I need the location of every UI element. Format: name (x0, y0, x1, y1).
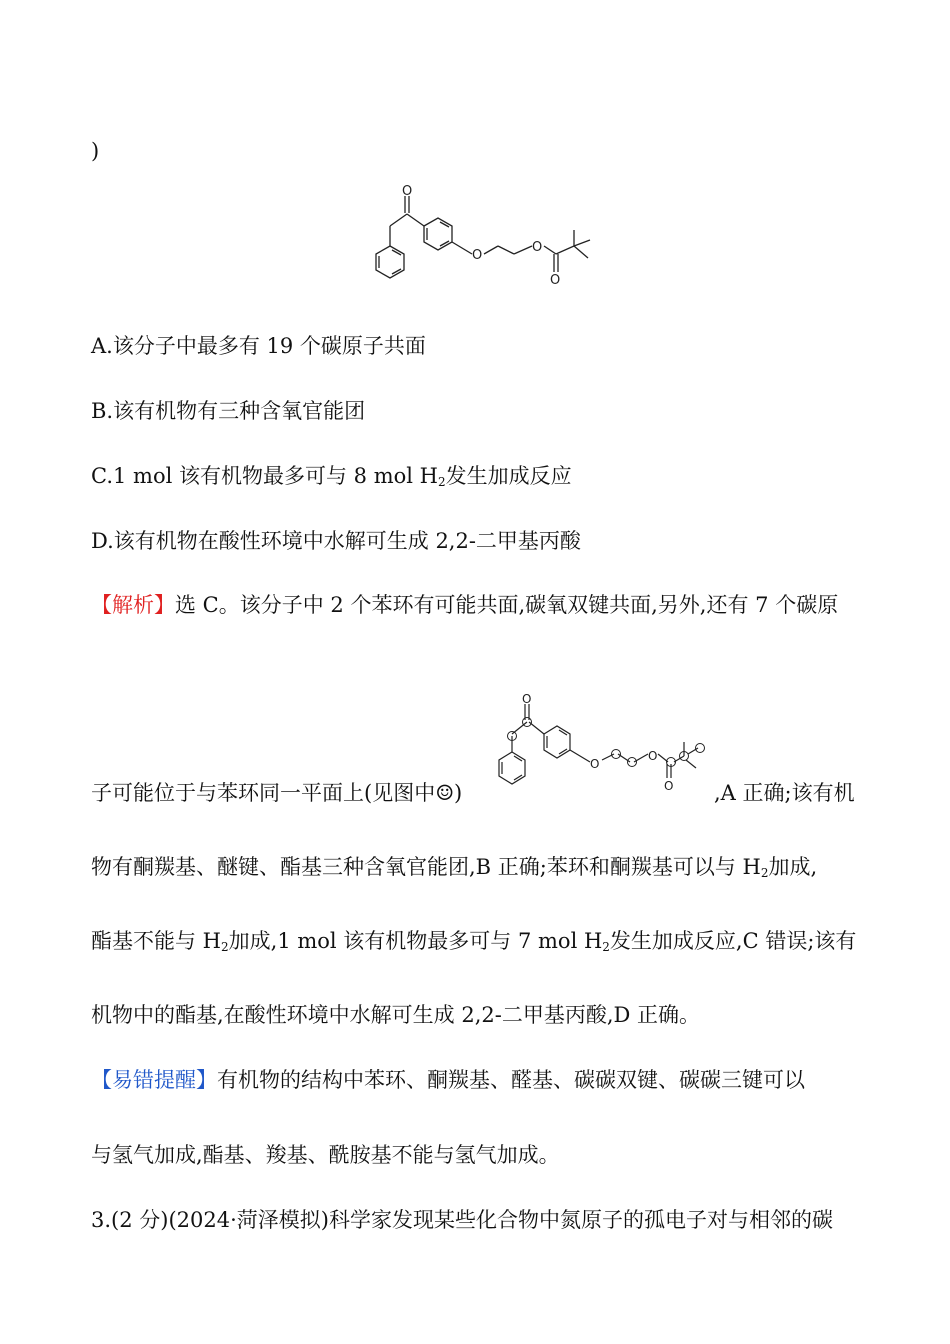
molecule-structure-annotated (488, 692, 713, 800)
question-3: 3.(2 分)(2024·菏泽模拟)科学家发现某些化合物中氮原子的孤电子对与相邻的碳 (91, 1208, 833, 1232)
option-d: D.该有机物在酸性环境中水解可生成 2,2-二甲基丙酸 (91, 529, 581, 553)
svg-text:O: O (664, 779, 674, 793)
analysis-tag: 【解析】 (91, 593, 175, 617)
option-b: B.该有机物有三种含氧官能团 (91, 399, 366, 423)
reminder-line-2: 与氢气加成,酯基、羧基、酰胺基不能与氢气加成。 (91, 1143, 560, 1167)
svg-text:O: O (532, 240, 543, 255)
option-c: C.1 mol 该有机物最多可与 8 mol $H_2$发生加成反应 (91, 464, 572, 489)
atom-label-o: O (402, 184, 413, 199)
reminder-line-1: 【易错提醒】有机物的结构中苯环、酮羰基、醛基、碳碳双键、碳碳三键可以 (91, 1068, 805, 1092)
analysis-line-2-left: 子可能位于与苯环同一平面上(见图中☺) (91, 781, 463, 805)
svg-text:O: O (472, 248, 483, 263)
svg-text:O: O (590, 757, 600, 771)
option-a: A.该分子中最多有 19 个碳原子共面 (91, 334, 426, 358)
analysis-line-2-right: ,A 正确;该有机 (714, 781, 855, 805)
analysis-line-1: 【解析】选 C。该分子中 2 个苯环有可能共面,碳氧双键共面,另外,还有 7 个碳原 (91, 593, 839, 617)
svg-text:O: O (522, 692, 532, 706)
analysis-line-5: 机物中的酯基,在酸性环境中水解可生成 2,2-二甲基丙酸,D 正确。 (91, 1003, 701, 1027)
question-closing-paren: ) (91, 139, 100, 163)
molecule-structure-diagram (360, 180, 600, 295)
analysis-line-3: 物有酮羰基、醚键、酯基三种含氧官能团,B 正确;苯环和酮羰基可以与 $H_2$加成, (91, 855, 818, 880)
svg-text:O: O (550, 273, 561, 288)
reminder-tag: 【易错提醒】 (91, 1068, 217, 1092)
analysis-line-4: 酯基不能与 $H_2$加成,1 mol 该有机物最多可与 7 mol $H_2$发生加成反应,C 错误;该有 (91, 929, 857, 954)
svg-text:O: O (648, 749, 658, 763)
